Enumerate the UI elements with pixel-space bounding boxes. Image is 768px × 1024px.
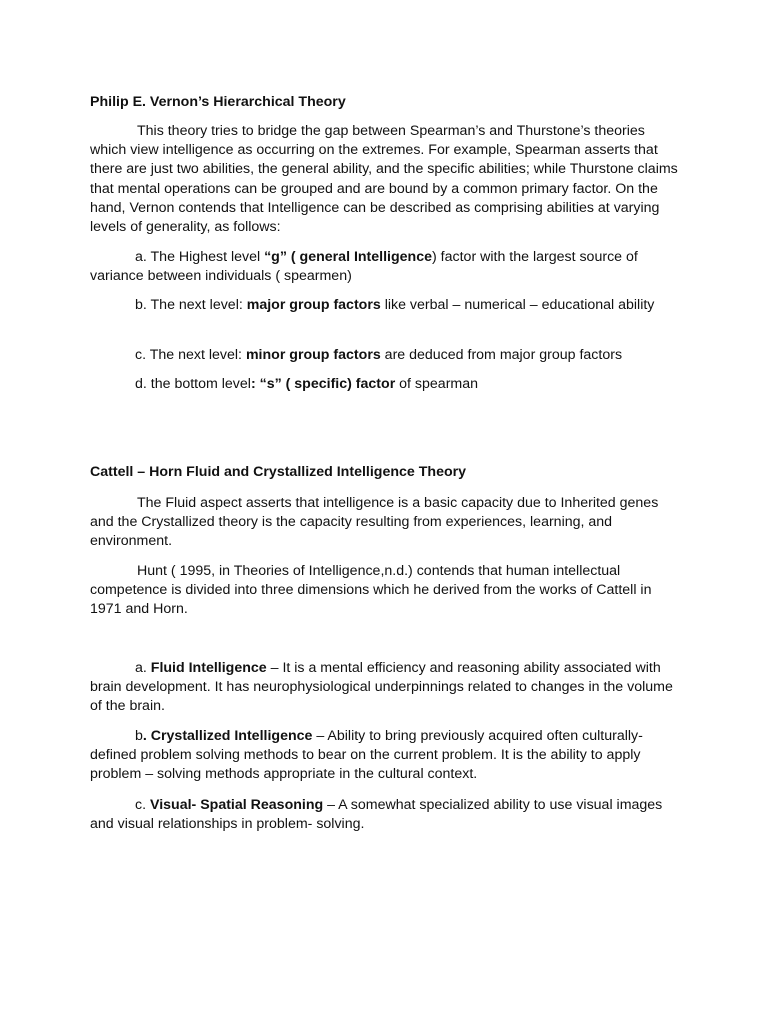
- item-text: – It is a mental efficiency and reasoning ability associated with brain development. It has neurophysiological underpinnings related to changes in the volume of the brain.: [90, 660, 673, 715]
- item-text: ) factor with the largest source of variance between individuals ( spearmen): [90, 249, 638, 285]
- item-text: are deduced from major group factors: [380, 347, 623, 363]
- item-bold-term: Fluid Intelligence: [150, 660, 267, 676]
- item-bold-term: Visual- Spatial Reasoning: [149, 797, 324, 813]
- list-item-crystallized-intelligence: [90, 727, 680, 785]
- paragraph-hunt: Hunt ( 1995, in Theories of Intelligence,n.d.) contends that human intellectual competence is divided into three dimensions which he derived from the works of Cattell in 1971 and Horn.: [90, 563, 652, 618]
- item-text: b: [135, 728, 143, 744]
- item-text: a. The Highest level: [135, 249, 265, 265]
- list-item-level-c: [90, 346, 680, 365]
- paragraph-vernon-intro: This theory tries to bridge the gap between Spearman’s and Thurstone’s theories which view intelligence as occurring on the extremes. For example, Spearman asserts that there are just two abilities, the general ability, and the specific abilities; while Thurstone claims that mental operations can be grouped and are bound by a common primary factor. On the hand, Vernon contends that Intelligence can be described as comprising abilities at varying levels of generality, as follows:: [90, 123, 678, 236]
- item-text: like verbal – numerical – educational ability: [380, 297, 655, 313]
- item-text: c. The next level:: [135, 347, 246, 363]
- item-bold-term: . Crystallized Intelligence: [142, 728, 313, 744]
- item-text: a.: [135, 660, 151, 676]
- item-text: of spearman: [395, 376, 479, 392]
- item-bold-term: “g” ( general Intelligence: [264, 249, 433, 265]
- item-text: – A somewhat specialized ability to use visual images and visual relationships in problem- solving.: [90, 797, 663, 833]
- paragraph-fluid-crystallized: The Fluid aspect asserts that intelligence is a basic capacity due to Inherited genes and the Crystallized theory is the capacity resulting from experiences, learning, and environment.: [90, 495, 659, 550]
- item-bold-term: minor group factors: [245, 347, 381, 363]
- list-item-visual-spatial-reasoning: [90, 796, 680, 834]
- item-text: b. The next level:: [135, 297, 247, 313]
- item-text: – Ability to bring previously acquired often culturally-defined problem solving methods to bear on the current problem. It is the ability to apply problem – solving methods appropriate in the cultural context.: [90, 728, 643, 783]
- list-item-level-b: [90, 296, 680, 315]
- list-item-fluid-intelligence: [90, 659, 680, 717]
- section-heading-cattell-horn: Cattell – Horn Fluid and Crystallized Intelligence Theory: [90, 464, 467, 480]
- item-text: d. the bottom level: [135, 376, 251, 392]
- list-item-level-a: [90, 248, 680, 286]
- section-heading-vernon: Philip E. Vernon’s Hierarchical Theory: [90, 94, 346, 110]
- item-text: c.: [135, 797, 150, 813]
- list-item-level-d: [90, 375, 680, 394]
- item-bold-term: major group factors: [246, 297, 381, 313]
- item-bold-term: : “s” ( specific) factor: [250, 376, 396, 392]
